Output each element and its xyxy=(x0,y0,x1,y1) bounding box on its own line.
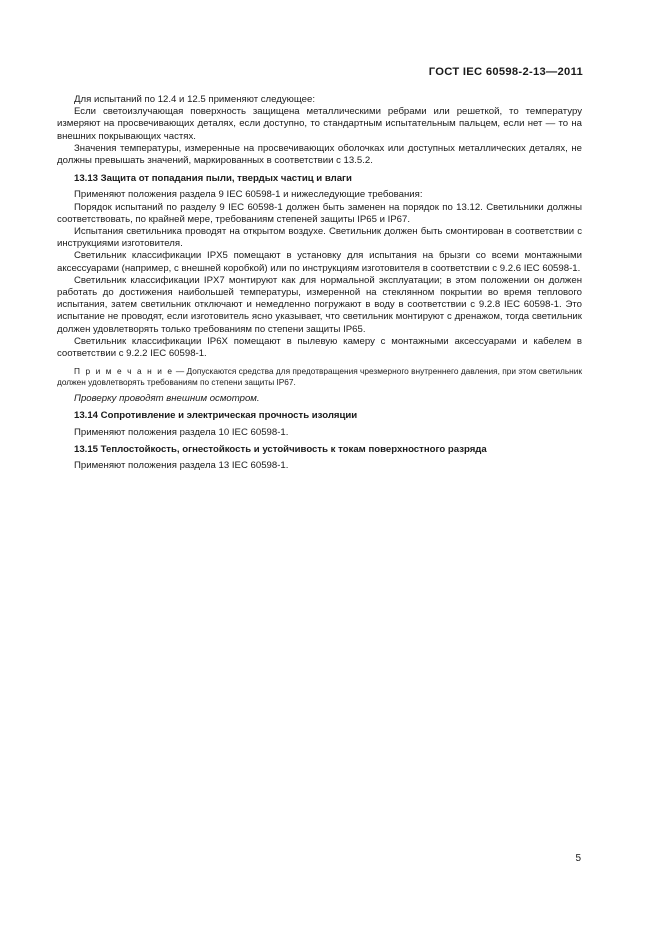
note xyxy=(57,366,582,388)
section-heading-13-13: 13.13 Защита от попадания пыли, твердых частиц и влаги xyxy=(74,173,352,185)
paragraph: Для испытаний по 12.4 и 12.5 применяют следующее: xyxy=(74,94,315,105)
paragraph: Применяют положения раздела 9 IEC 60598-1 и нижеследующие требования: xyxy=(74,189,423,201)
section-heading-13-14: 13.14 Сопротивление и электрическая прочность изоляции xyxy=(74,410,358,422)
section-heading-13-15: 13.15 Теплостойкость, огнестойкость и устойчивость к токам поверхностного разряда xyxy=(74,443,487,455)
document-id-header: ГОСТ IEC 60598-2-13—2011 xyxy=(428,66,583,78)
note-label: П р и м е ч а н и е xyxy=(74,366,174,377)
paragraph: Значения температуры, измеренные на просвечивающих оболочках или доступных металлических деталях, не должны превышать значений, маркированных в соответствии с 13.5.2. xyxy=(57,142,582,167)
paragraph: Применяют положения раздела 10 IEC 60598-1. xyxy=(74,426,289,438)
paragraph: Порядок испытаний по разделу 9 IEC 60598-1 должен быть заменен на порядок по 13.12. Светильники должны соответствовать, по крайней мере, требованиям степеней защиты IP65 и IP67. xyxy=(57,201,582,225)
note-text: — Допускаются средства для предотвращения чрезмерного внутреннего давления, при этом светильник должен удовлетворять требованиям по степени защиты IP67. xyxy=(57,366,582,388)
paragraph: Светильник классификации IPX7 монтируют как для нормальной эксплуатации; в этом положении он должен работать до достижения наибольшей температуры, измеренной на стеклянном покрытии во время теплового испытания, затем светильник отключают и немедленно погружают в воду в соответствии с 9.2.8 IEC 60598-1. Это испытание не проводят, если изготовитель ясно указывает, что светильник монтируют с дренажом, тогда светильник должен удовлетворять только требованиям по степени защиты IP65. xyxy=(57,274,582,335)
paragraph: Если светоизлучающая поверхность защищена металлическими ребрами или решеткой, то температуру измеряют на просвечивающих деталях, если доступно, то стандартным испытательным пальцем, если нет — то на внешних покрывающих частях. xyxy=(57,106,582,142)
paragraph: Светильник классификации IPX5 помещают в установку для испытания на брызги со всеми монтажными аксессуарами (например, с внешней коробкой) или по инструкциям изготовителя в соответствии с 9.2.6 IEC 60598-1. xyxy=(57,250,582,274)
paragraph: Испытания светильника проводят на открытом воздухе. Светильник должен быть смонтирован в соответствии с инструкциями изготовителя. xyxy=(57,226,582,250)
check-statement: Проверку проводят внешним осмотром. xyxy=(74,393,260,405)
paragraph: Светильник классификации IP6X помещают в пылевую камеру с монтажными аксессуарами и кабелем в соответствии с 9.2.2 IEC 60598-1. xyxy=(57,335,582,360)
document-body xyxy=(57,94,582,472)
page-number: 5 xyxy=(575,853,581,864)
paragraph: Применяют положения раздела 13 IEC 60598-1. xyxy=(74,460,289,472)
